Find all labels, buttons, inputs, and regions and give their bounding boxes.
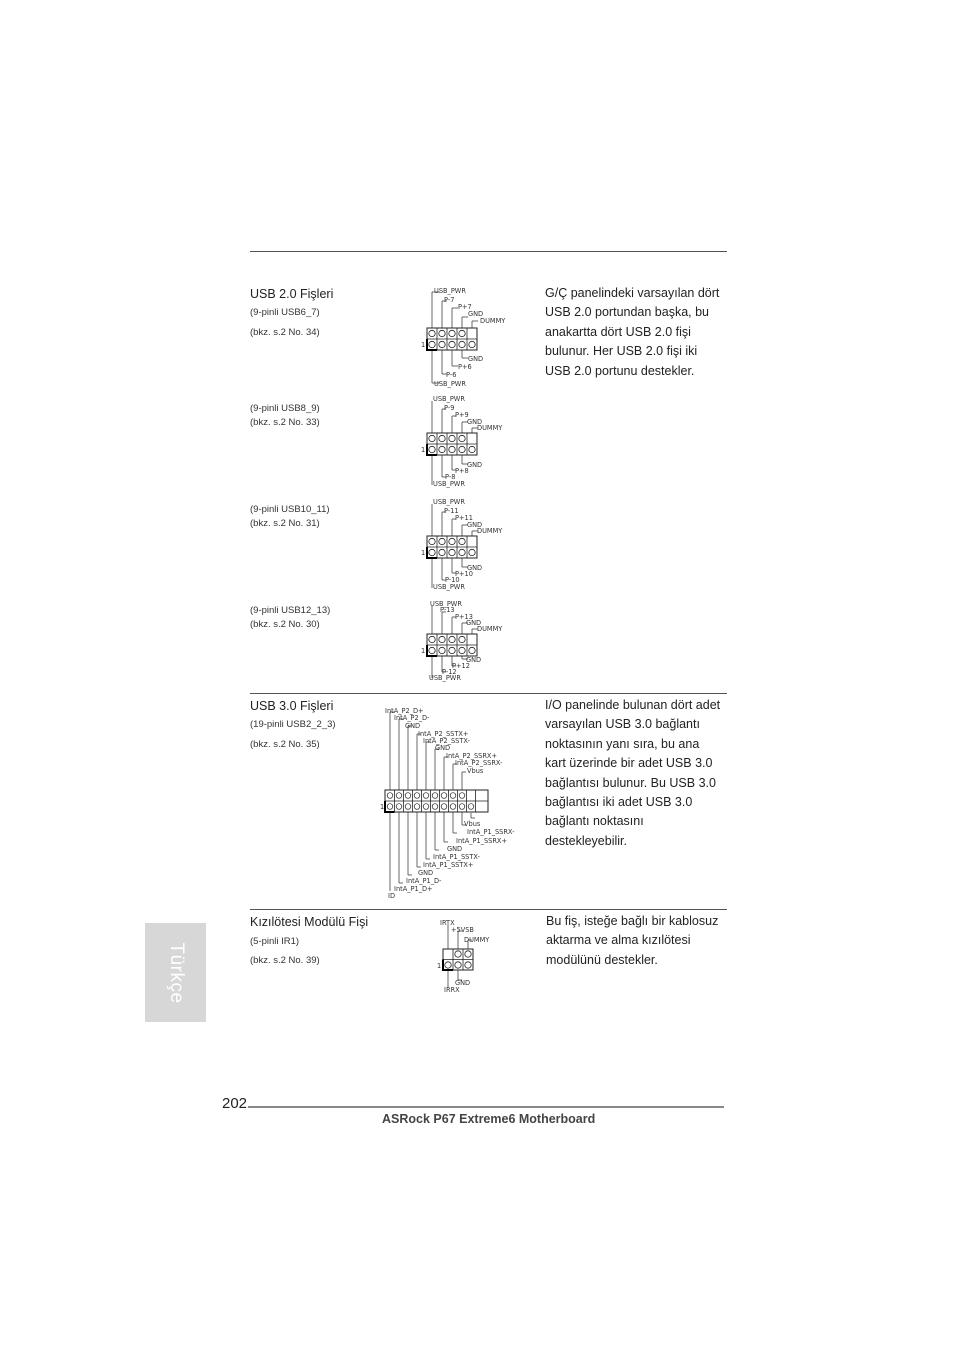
footer-rule: [248, 1106, 724, 1108]
desc-line: bulunur. Her USB 2.0 fişi iki: [545, 344, 698, 359]
usb3-pin-label: (19-pinli USB2_2_3): [250, 719, 336, 730]
pin-label: IntA_P2_SSRX-: [455, 759, 503, 767]
pin-label: IntA_P1_SSTX+: [423, 861, 474, 869]
usb8-9-ref: (bkz. s.2 No. 33): [250, 417, 320, 428]
usb3-title: USB 3.0 Fişleri: [250, 699, 334, 713]
pin-label: GND: [468, 355, 484, 363]
pin-label: USB_PWR: [433, 480, 465, 488]
pin-label: P-13: [440, 606, 455, 614]
pin-label: P-7: [444, 296, 455, 304]
pin-label: USB_PWR: [430, 600, 462, 608]
pin-label: IntA_P2_SSTX+: [418, 730, 469, 738]
language-label: Türkçe: [165, 941, 187, 1004]
pin-label: GND: [418, 869, 434, 877]
pin-label: IRRX: [444, 986, 460, 994]
pin-label: P-10: [445, 576, 460, 584]
desc-line: modülünü destekler.: [546, 952, 658, 967]
usb2-header-diagram-2: [418, 393, 518, 491]
pin-label: USB_PWR: [434, 380, 466, 388]
pin-label: USB_PWR: [433, 395, 465, 403]
pin-one-marker: 1: [421, 341, 426, 349]
desc-line: bağlantı noktasını: [545, 814, 644, 829]
pin-label: P-12: [442, 668, 457, 676]
usb10-11-ref: (bkz. s.2 No. 31): [250, 518, 320, 529]
pin-label: P+6: [458, 363, 472, 371]
ir-ref: (bkz. s.2 No. 39): [250, 955, 320, 966]
usb2-header-diagram-1: [418, 284, 518, 390]
usb2-header-diagram-3: [418, 496, 518, 594]
svg-text:1: 1: [380, 803, 385, 811]
usb3-divider: [250, 693, 727, 694]
pin-label: GND: [466, 619, 482, 627]
pin-label: IntA_P1_D-: [406, 877, 442, 885]
pin-label: GND: [455, 979, 471, 987]
desc-line: noktasının yanı sıra, bu ana: [545, 736, 700, 751]
usb3-ref: (bkz. s.2 No. 35): [250, 739, 320, 750]
desc-line: kart üzerinde bir adet USB 3.0: [545, 756, 713, 771]
pin-label: P-8: [445, 473, 456, 481]
pin-label: P+11: [455, 514, 473, 522]
desc-line: bağlantısı bulunur. Bu USB 3.0: [545, 775, 716, 790]
pin-label: USB_PWR: [429, 674, 461, 682]
pin-label: IntA_P1_SSRX-: [467, 828, 515, 836]
pin-label: GND: [467, 564, 483, 572]
pin-label: USB_PWR: [433, 498, 465, 506]
ir-title: Kızılötesi Modülü Fişi: [250, 915, 369, 929]
desc-line: G/Ç panelindeki varsayılan dört: [545, 286, 720, 300]
usb6-7-pin-label: (9-pinli USB6_7): [250, 307, 320, 318]
svg-text:1: 1: [421, 647, 426, 655]
pin-label: IntA_P2_SSRX+: [446, 752, 497, 760]
pin-label: P+8: [455, 467, 469, 475]
pin-label: DUMMY: [477, 424, 503, 432]
pin-label: P+12: [452, 662, 470, 670]
pin-label: Vbus: [464, 820, 481, 828]
desc-line: I/O panelinde bulunan dört adet: [545, 698, 721, 712]
desc-line: destekleyebilir.: [545, 833, 627, 848]
pin-label: USB_PWR: [434, 287, 466, 295]
usb8-9-pin-label: (9-pinli USB8_9): [250, 403, 320, 414]
svg-text:1: 1: [421, 446, 426, 454]
pin-grid: [421, 328, 477, 350]
pin-label: IntA_P1_SSRX+: [456, 837, 507, 845]
svg-text:1: 1: [437, 962, 442, 970]
pin-label: GND: [467, 461, 483, 469]
pin-label: P+10: [455, 570, 473, 578]
desc-line: varsayılan USB 3.0 bağlantı: [545, 717, 700, 732]
pin-label: DUMMY: [464, 936, 490, 944]
pin-label: P+13: [455, 613, 473, 621]
pin-label: P+9: [455, 411, 469, 419]
desc-line: USB 2.0 portunu destekler.: [545, 363, 695, 378]
desc-line: anakartta dört USB 2.0 fişi: [545, 324, 691, 339]
ir-description: [546, 912, 736, 970]
pin-label: GND: [435, 744, 451, 752]
ir-pin-label: (5-pinli IR1): [250, 936, 300, 947]
pin-label: IntA_P1_D+: [394, 885, 433, 893]
usb3-header-diagram: [380, 703, 530, 900]
pin-label: GND: [467, 418, 483, 426]
pin-label: GND: [405, 722, 421, 730]
pin-label: DUMMY: [477, 625, 503, 633]
pin-label: P-11: [444, 507, 459, 515]
pin-label: Vbus: [467, 767, 484, 775]
desc-line: USB 2.0 portundan başka, bu: [545, 305, 710, 320]
svg-text:1: 1: [421, 549, 426, 557]
pin-label: P-6: [446, 371, 457, 379]
usb12-13-pin-label: (9-pinli USB12_13): [250, 605, 331, 616]
desc-line: bağlantısı iki adet USB 3.0: [545, 795, 693, 810]
pin-label: IntA_P2_D+: [385, 707, 424, 715]
usb6-7-ref: (bkz. s.2 No. 34): [250, 327, 320, 338]
pin-label: +5VSB: [451, 926, 474, 934]
pin-label: GND: [466, 656, 482, 664]
desc-line: Bu fiş, isteğe bağlı bir kablosuz: [546, 914, 719, 928]
pin-label: GND: [468, 310, 484, 318]
pin-label: GND: [447, 845, 463, 853]
usb2-description: [545, 284, 735, 381]
usb2-header-diagram-4: [418, 598, 518, 686]
desc-line: aktarma ve alma kızılötesi: [546, 933, 691, 948]
pin-label: IRTX: [440, 919, 455, 927]
pin-label: USB_PWR: [433, 583, 465, 591]
pin-label: GND: [467, 521, 483, 529]
ir-divider: [250, 909, 727, 910]
pin-label: DUMMY: [477, 527, 503, 535]
pin-label: IntA_P1_SSTX-: [433, 853, 480, 861]
usb12-13-ref: (bkz. s.2 No. 30): [250, 619, 320, 630]
footer-title: ASRock P67 Extreme6 Motherboard: [382, 1112, 596, 1126]
pin-label: P-9: [444, 404, 455, 412]
pin-label: P+7: [458, 303, 472, 311]
top-rule: [250, 251, 727, 252]
pin-label: IntA_P2_D-: [394, 714, 430, 722]
pin-label: IntA_P2_SSTX-: [423, 737, 470, 745]
page-number: 202: [222, 1095, 248, 1112]
language-side-tab: [145, 923, 206, 1022]
usb3-description: [545, 696, 735, 851]
pin-label: ID: [388, 892, 396, 900]
pin-label: DUMMY: [480, 317, 506, 325]
usb2-title: USB 2.0 Fişleri: [250, 287, 334, 301]
usb10-11-pin-label: (9-pinli USB10_11): [250, 504, 330, 515]
ir-header-diagram: [435, 916, 515, 996]
